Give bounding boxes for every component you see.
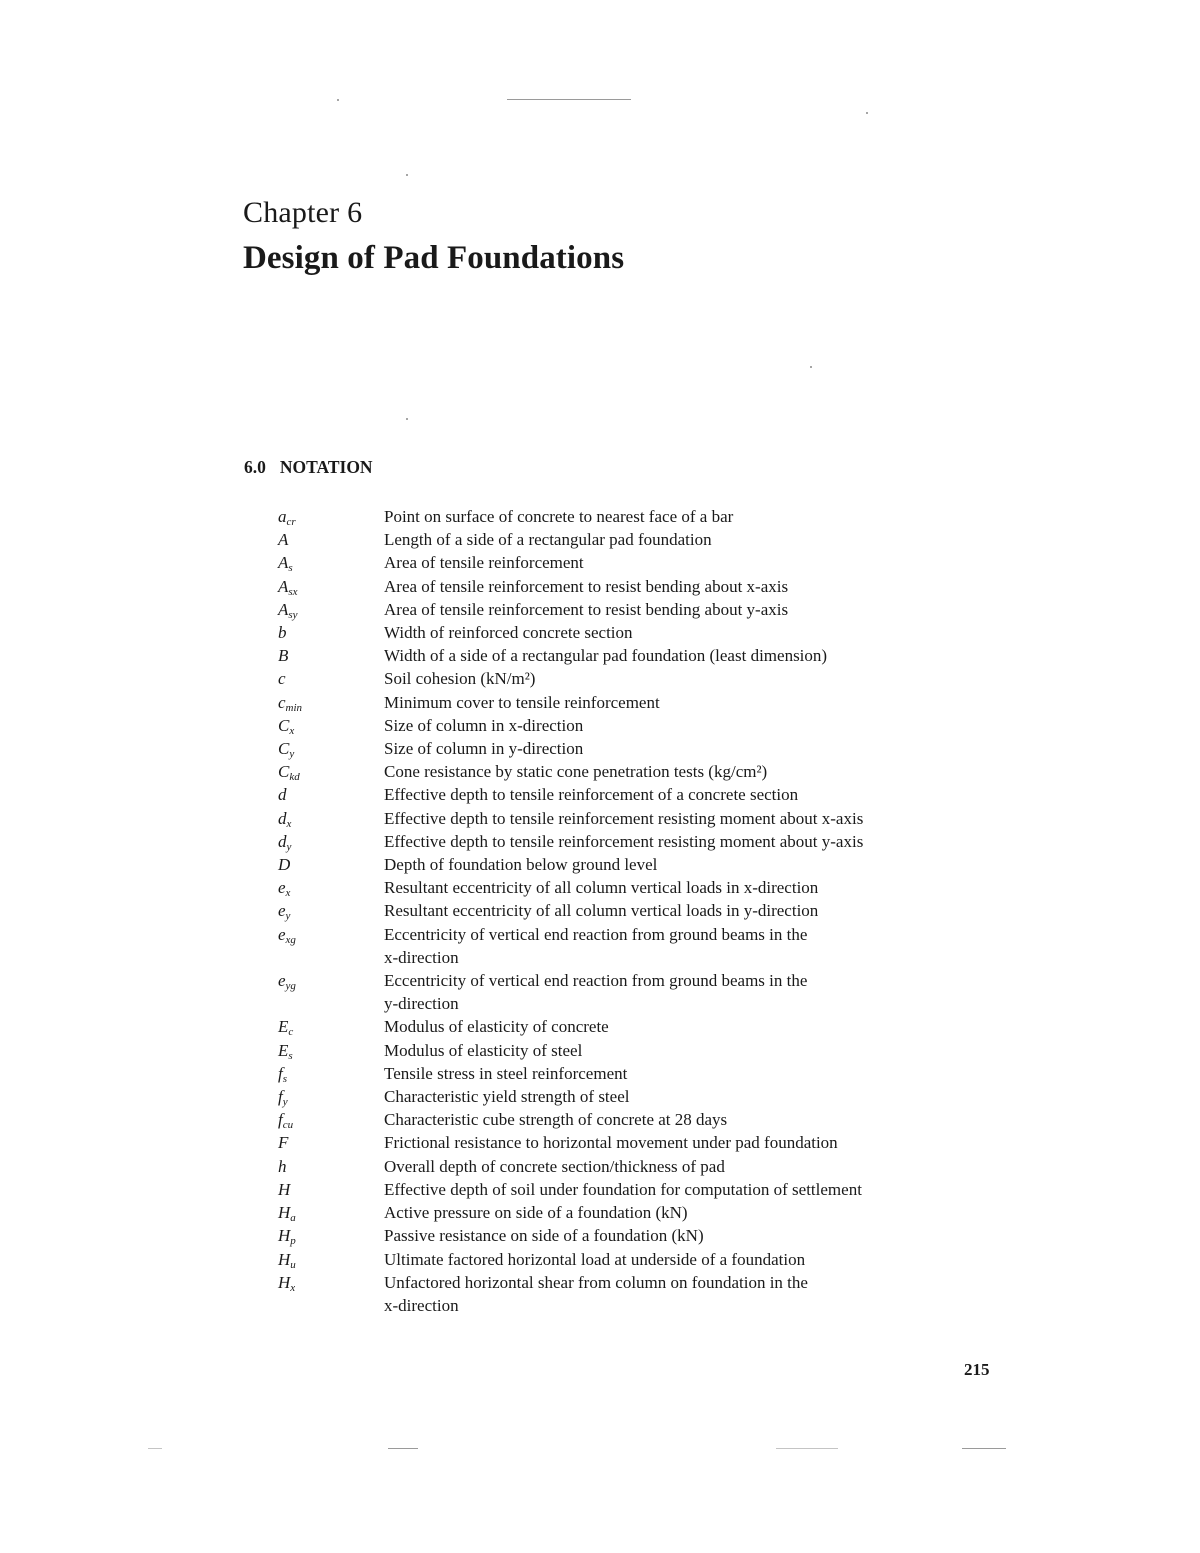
symbol-base: C [278,762,290,782]
notation-description [384,1155,998,1178]
notation-description [384,783,998,806]
notation-description [384,575,998,598]
symbol-base: d [278,831,287,851]
symbol-base: c [278,692,286,712]
notation-row [278,598,998,621]
notation-symbol [278,644,384,667]
notation-symbol [278,1248,384,1271]
scan-mark-bottom [776,1448,838,1449]
notation-row [278,1062,998,1085]
description-line: Effective depth to tensile reinforcement resisting moment about x-axis [384,808,864,828]
description-line: Unfactored horizontal shear from column on foundation in the [384,1272,808,1292]
description-line: Depth of foundation below ground level [384,855,658,875]
description-line: Frictional resistance to horizontal movement under pad foundation [384,1133,838,1153]
symbol-subscript: xg [285,933,296,946]
notation-description [384,1178,998,1201]
notation-row [278,760,998,783]
description-line: Active pressure on side of a foundation (kN) [384,1203,688,1223]
notation-row [278,737,998,760]
notation-symbol [278,1201,384,1224]
symbol-subscript: y [282,1096,288,1109]
notation-list [278,505,998,1317]
notation-symbol [278,551,384,574]
symbol-subscript: a [290,1212,296,1225]
notation-row [278,1201,998,1224]
description-line-continued: y-direction [384,994,459,1014]
section-title: NOTATION [279,457,373,477]
notation-row [278,1039,998,1062]
notation-description [384,691,998,714]
notation-description [384,1085,998,1108]
notation-symbol [278,923,384,969]
notation-symbol [278,737,384,760]
symbol-subscript: x [290,1281,296,1294]
notation-row [278,1224,998,1247]
notation-description [384,528,998,551]
symbol-subscript: s [288,1049,293,1062]
notation-symbol [278,830,384,853]
notation-row [278,1015,998,1038]
notation-row [278,644,998,667]
description-line: Area of tensile reinforcement [384,553,584,573]
notation-row [278,1108,998,1131]
symbol-subscript: min [285,701,303,714]
symbol-base: F [278,1133,289,1153]
scan-dot [406,418,408,420]
symbol-base: f [278,1110,283,1130]
description-line: Tensile stress in steel reinforcement [384,1063,628,1083]
notation-description [384,598,998,621]
symbol-base: d [278,808,287,828]
notation-description [384,551,998,574]
symbol-subscript: sx [288,585,298,598]
notation-symbol [278,899,384,922]
notation-description [384,760,998,783]
section-heading [244,457,373,478]
scan-dot [337,99,339,101]
notation-symbol [278,1155,384,1178]
description-line: Effective depth of soil under foundation for computation of settlement [384,1179,862,1199]
notation-symbol [278,1015,384,1038]
description-line: Overall depth of concrete section/thickness of pad [384,1156,725,1176]
symbol-subscript: x [285,887,291,900]
symbol-base: e [278,924,286,944]
notation-row [278,621,998,644]
symbol-subscript: u [290,1258,296,1271]
notation-symbol [278,621,384,644]
description-line: Soil cohesion (kN/m²) [384,669,536,689]
notation-description [384,969,998,1015]
notation-symbol [278,667,384,690]
description-line: Passive resistance on side of a foundation (kN) [384,1226,704,1246]
notation-row [278,876,998,899]
symbol-subscript: kd [289,771,300,784]
notation-description [384,737,998,760]
description-line: Size of column in y-direction [384,739,584,759]
notation-description [384,1271,998,1317]
notation-row [278,1178,998,1201]
symbol-base: f [278,1087,283,1107]
symbol-base: E [278,1040,289,1060]
description-line: Size of column in x-direction [384,715,584,735]
notation-description [384,1039,998,1062]
symbol-subscript: y [289,748,295,761]
description-line: Length of a side of a rectangular pad foundation [384,530,712,550]
symbol-subscript: y [285,910,291,923]
description-line: Eccentricity of vertical end reaction from ground beams in the [384,971,808,991]
symbol-subscript: c [288,1026,294,1039]
symbol-subscript: s [288,562,293,575]
symbol-base: d [278,785,287,805]
chapter-title: Design of Pad Foundations [243,240,625,276]
notation-symbol [278,505,384,528]
symbol-base: b [278,623,287,643]
notation-description [384,853,998,876]
notation-row [278,714,998,737]
description-line: Characteristic cube strength of concrete at 28 days [384,1110,728,1130]
symbol-subscript: x [289,724,295,737]
notation-row [278,1248,998,1271]
notation-symbol [278,1039,384,1062]
description-line-continued: x-direction [384,947,459,967]
notation-symbol [278,760,384,783]
notation-symbol [278,528,384,551]
notation-row [278,667,998,690]
notation-description [384,1248,998,1271]
symbol-base: A [278,553,289,573]
description-line: Cone resistance by static cone penetration tests (kg/cm²) [384,762,768,782]
notation-row [278,1155,998,1178]
symbol-subscript: x [286,817,292,830]
notation-description [384,1224,998,1247]
symbol-base: H [278,1272,291,1292]
scan-dot [866,112,868,114]
notation-row [278,1271,998,1317]
scan-mark-top [507,99,631,100]
notation-symbol [278,598,384,621]
notation-description [384,667,998,690]
notation-symbol [278,969,384,1015]
description-line: Area of tensile reinforcement to resist bending about x-axis [384,576,789,596]
scan-mark-bottom [148,1448,162,1449]
notation-description [384,1062,998,1085]
symbol-base: A [278,530,289,550]
symbol-base: e [278,901,286,921]
notation-symbol [278,1062,384,1085]
symbol-base: A [278,576,289,596]
symbol-base: C [278,715,290,735]
notation-description [384,505,998,528]
notation-description [384,1015,998,1038]
notation-description [384,899,998,922]
notation-row [278,1085,998,1108]
notation-row [278,691,998,714]
notation-symbol [278,1131,384,1154]
description-line: Characteristic yield strength of steel [384,1087,630,1107]
notation-symbol [278,1178,384,1201]
description-line: Width of a side of a rectangular pad foundation (least dimension) [384,646,828,666]
notation-description [384,1131,998,1154]
symbol-base: c [278,669,286,689]
notation-row [278,783,998,806]
description-line: Width of reinforced concrete section [384,623,633,643]
description-line: Point on surface of concrete to nearest face of a bar [384,507,734,526]
symbol-base: a [278,507,287,526]
symbol-base: H [278,1179,291,1199]
notation-description [384,644,998,667]
section-number: 6.0 [244,457,266,477]
symbol-base: H [278,1249,291,1269]
notation-description [384,876,998,899]
chapter-label: Chapter 6 [243,196,363,229]
description-line-continued: x-direction [384,1295,459,1315]
notation-symbol [278,575,384,598]
description-line: Effective depth to tensile reinforcement resisting moment about y-axis [384,831,864,851]
description-line: Minimum cover to tensile reinforcement [384,692,660,712]
notation-symbol [278,1224,384,1247]
notation-description [384,807,998,830]
symbol-base: D [278,855,291,875]
notation-symbol [278,1271,384,1317]
notation-row [278,528,998,551]
description-line: Resultant eccentricity of all column vertical loads in x-direction [384,878,819,898]
notation-row [278,853,998,876]
notation-symbol [278,853,384,876]
symbol-base: E [278,1017,289,1037]
scan-mark-bottom [962,1448,1006,1449]
notation-row [278,575,998,598]
notation-symbol [278,807,384,830]
symbol-base: H [278,1226,291,1246]
symbol-base: H [278,1203,291,1223]
description-line: Modulus of elasticity of concrete [384,1017,609,1037]
description-line: Modulus of elasticity of steel [384,1040,583,1060]
notation-symbol [278,876,384,899]
notation-description [384,923,998,969]
symbol-base: C [278,739,290,759]
notation-row [278,1131,998,1154]
notation-symbol [278,1108,384,1131]
description-line: Resultant eccentricity of all column vertical loads in y-direction [384,901,819,921]
symbol-base: B [278,646,289,666]
notation-description [384,830,998,853]
scan-dot [406,174,408,176]
scan-mark-bottom [388,1448,418,1449]
notation-row [278,899,998,922]
notation-row [278,969,998,1015]
symbol-subscript: s [282,1072,288,1085]
notation-row [278,830,998,853]
symbol-base: f [278,1063,283,1083]
symbol-base: e [278,971,286,991]
notation-row [278,505,998,528]
symbol-subscript: sy [288,608,298,621]
notation-symbol [278,714,384,737]
symbol-subscript: y [286,840,292,853]
notation-symbol [278,783,384,806]
description-line: Effective depth to tensile reinforcement of a concrete section [384,785,799,805]
notation-description [384,621,998,644]
description-line: Ultimate factored horizontal load at underside of a foundation [384,1249,806,1269]
notation-symbol [278,691,384,714]
symbol-subscript: cu [282,1119,294,1132]
notation-row [278,923,998,969]
notation-row [278,807,998,830]
notation-row [278,551,998,574]
notation-description [384,714,998,737]
notation-description [384,1201,998,1224]
symbol-subscript: cr [286,516,296,528]
symbol-subscript: yg [285,980,296,993]
symbol-subscript: p [290,1235,296,1248]
notation-description [384,1108,998,1131]
scan-dot [810,366,812,368]
symbol-base: e [278,878,286,898]
page-number: 215 [964,1360,990,1379]
description-line: Area of tensile reinforcement to resist bending about y-axis [384,599,789,619]
symbol-base: A [278,599,289,619]
symbol-base: h [278,1156,287,1176]
notation-symbol [278,1085,384,1108]
description-line: Eccentricity of vertical end reaction from ground beams in the [384,924,808,944]
